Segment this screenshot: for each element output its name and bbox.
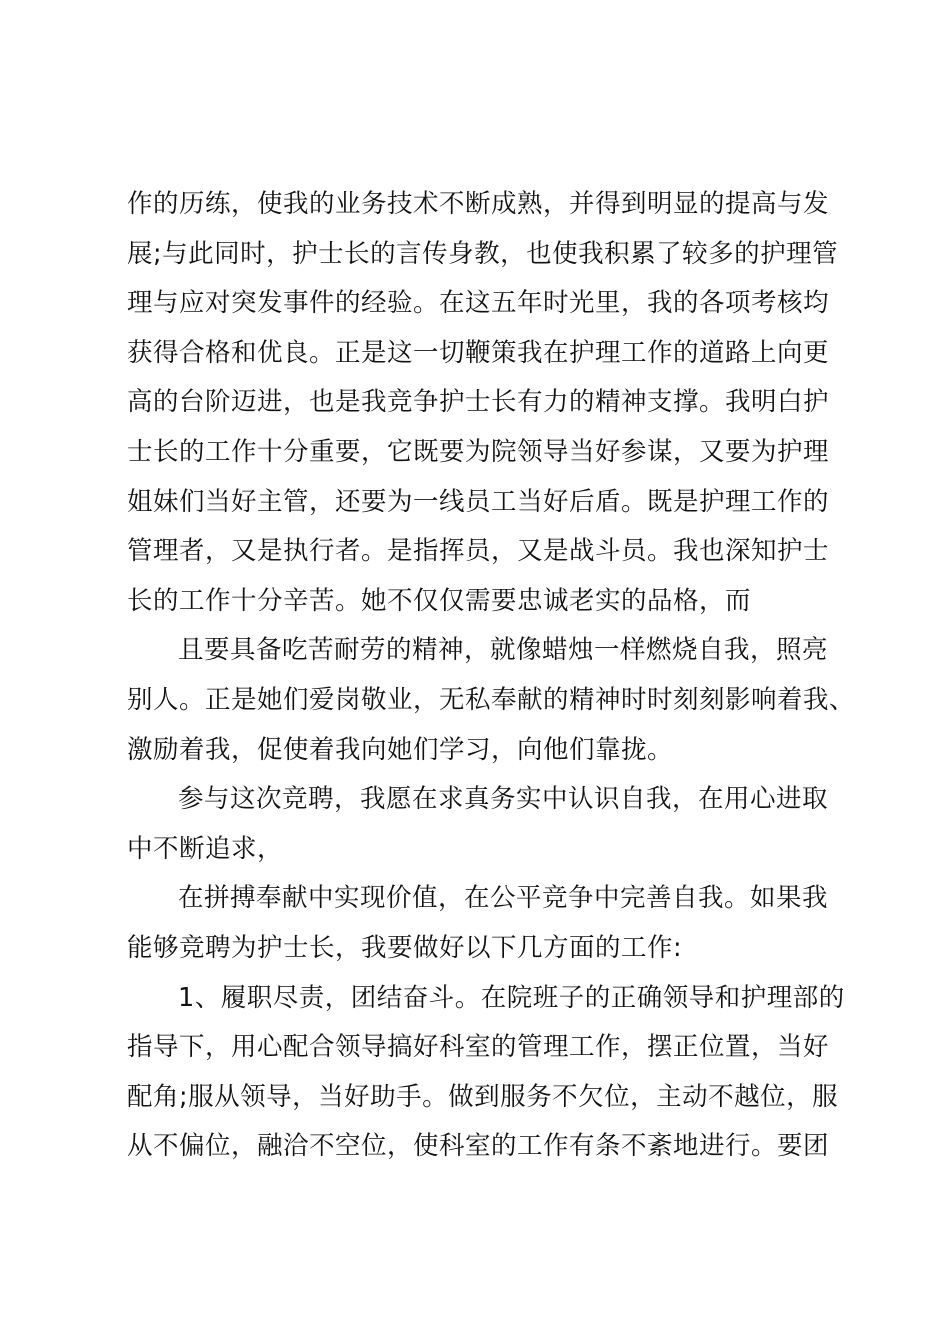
- text-line: 长的工作十分辛苦。她不仅仅需要忠诚老实的品格，而: [127, 585, 752, 616]
- text-line: 高的台阶迈进，也是我竞争护士长有力的精神支撑。我明白护: [127, 387, 830, 418]
- text-line: 士长的工作十分重要，它既要为院领导当好参谋，又要为护理: [127, 436, 830, 467]
- paragraph-start-line: 在拼搏奉献中实现价值，在公平竞争中完善自我。如果我: [178, 883, 829, 914]
- text-line: 理与应对突发事件的经验。在这五年时光里，我的各项考核均: [127, 288, 830, 319]
- text-line: 别人。正是她们爱岗敬业，无私奉献的精神时时刻刻影响着我、: [127, 684, 856, 715]
- text-line: 指导下，用心配合领导搞好科室的管理工作，摆正位置，当好: [127, 1032, 830, 1063]
- text-line: 获得合格和优良。正是这一切鞭策我在护理工作的道路上向更: [127, 337, 830, 368]
- text-line: 激励着我，促使着我向她们学习，向他们靠拢。: [127, 734, 674, 765]
- paragraph-start-line: 参与这次竞聘，我愿在求真务实中认识自我，在用心进取: [178, 784, 829, 815]
- paragraph-start-line: 1、履职尽责，团结奋斗。在院班子的正确领导和护理部的: [178, 982, 845, 1013]
- text-line: 展;与此同时，护士长的言传身教，也使我积累了较多的护理管: [127, 238, 839, 269]
- text-line: 从不偏位，融洽不空位，使科室的工作有条不紊地进行。要团: [127, 1131, 830, 1162]
- text-line: 作的历练，使我的业务技术不断成熟，并得到明显的提高与发: [127, 189, 830, 219]
- text-line: 姐妹们当好主管，还要为一线员工当好后盾。既是护理工作的: [127, 486, 830, 517]
- text-line: 能够竞聘为护士长，我要做好以下几方面的工作:: [127, 932, 683, 963]
- document-body: [127, 180, 856, 1172]
- paragraph-start-line: 且要具备吃苦耐劳的精神，就像蜡烛一样燃烧自我，照亮: [178, 635, 829, 666]
- text-line: 配角;服从领导，当好助手。做到服务不欠位，主动不越位，服: [127, 1081, 839, 1112]
- text-line: 中不断追求，: [127, 833, 284, 864]
- text-line: 管理者，又是执行者。是指挥员，又是战斗员。我也深知护士: [127, 536, 830, 567]
